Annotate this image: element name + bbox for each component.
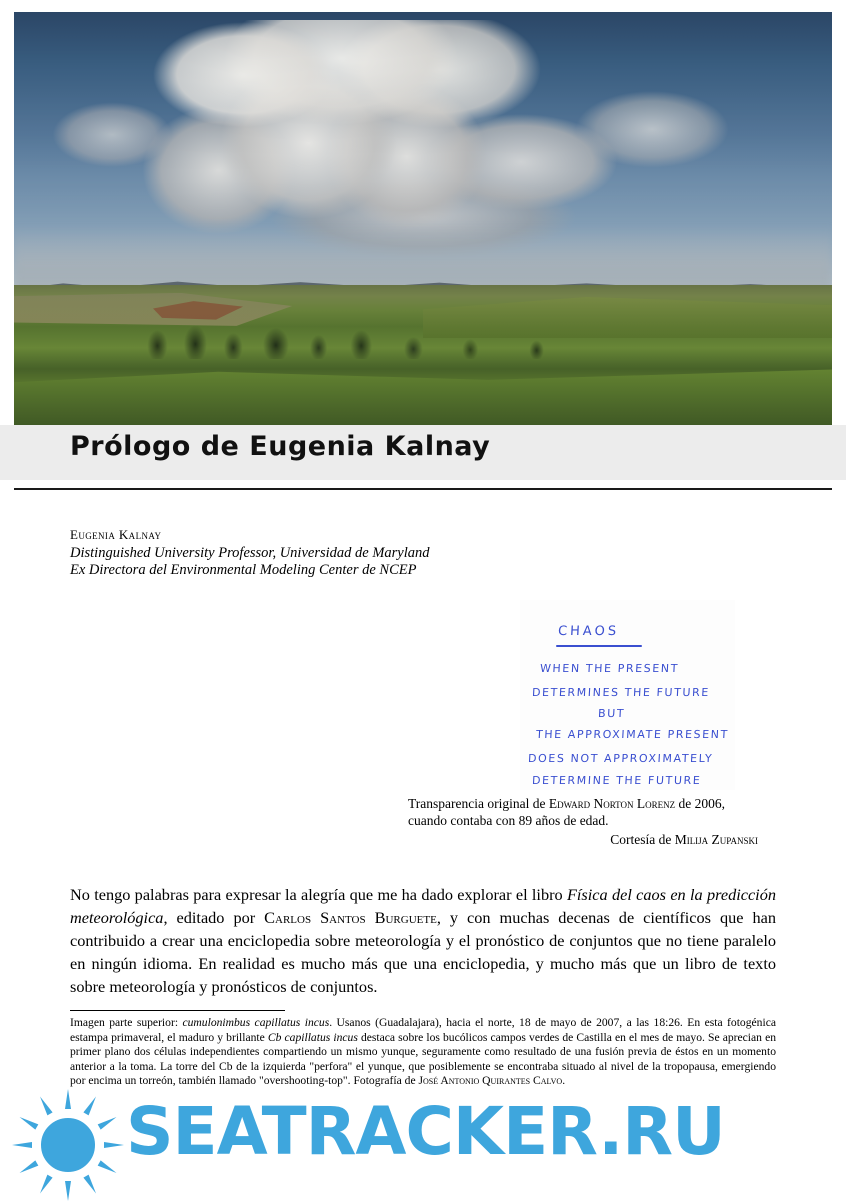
chaos-line-5: THE APPROXIMATE PRESENT [535, 728, 730, 741]
chaos-line-7: DETERMINE THE FUTURE [531, 774, 702, 787]
figure-caption-text: Transparencia original de Edward Norton Lorenz de 2006, cuando contaba con 89 años de edad. [408, 796, 726, 828]
footnote-divider [70, 1010, 285, 1011]
chapter-title-band [0, 425, 846, 480]
chaos-line-3: DETERMINES THE FUTURE [531, 686, 711, 699]
author-affiliation-2: Ex Directora del Environmental Modeling Center de NCEP [70, 562, 417, 578]
watermark [0, 1085, 846, 1200]
watermark-text: SEATRACKER.RU [126, 1093, 725, 1170]
chaos-line-1: CHAOS [557, 624, 620, 639]
body-paragraph: No tengo palabras para expresar la alegría que me ha dado explorar el libro Física del caos en la predicción meteorológica, editado por Carlos Santos Burguete, y con muchas decenas de científicos que han contribuido a crear una enciclopedia sobre meteorología y el pronóstico de conjuntos que no tiene paralelo en ningún idioma. En realidad es mucho más que una enciclopedia, y mucho más que un libro de texto sobre meteorología y pronósticos de conjuntos. [70, 885, 777, 996]
title-divider [14, 488, 832, 490]
chaos-line-4: BUT [597, 707, 626, 720]
figure-caption [408, 795, 758, 848]
page-title: Prólogo de Eugenia Kalnay [70, 431, 491, 462]
sun-logo-icon [12, 1089, 124, 1201]
author-block [70, 527, 630, 579]
chaos-line-2: WHEN THE PRESENT [539, 662, 680, 675]
author-affiliation-1: Distinguished University Professor, Universidad de Maryland [70, 545, 430, 561]
figure-caption-credit: Cortesía de Milija Zupanski [610, 832, 758, 847]
footnote-text: Imagen parte superior: cumulonimbus capillatus incus. Usanos (Guadalajara), hacia el norte, 18 de mayo de 2007, a las 18:26. En esta fotogénica estampa primaveral, el maduro y brillante Cb capillatus incus destaca sobre los bucólicos campos verdes de Castilla en el mes de mayo. Se aprecian en primer plano dos células independientes compartiendo un mismo yunque, seguramente como resultado de una fusión previa de éstos en un momento anterior a la toma. La torre del Cb de la izquierda "perfora" el yunque, que posiblemente se encontraba situado al nivel de la tropopausa, emergiendo por encima un torreón, también llamado "overshooting-top". Fotografía de José Antonio Quirantes Calvo. [70, 1016, 777, 1088]
chaos-title-underline [556, 645, 642, 647]
photo-tree-line [129, 326, 603, 359]
lorenz-transparency-figure [520, 600, 735, 790]
author-name: Eugenia Kalnay [70, 527, 162, 542]
chaos-line-6: DOES NOT APPROXIMATELY [527, 752, 714, 765]
header-photo [14, 12, 832, 425]
